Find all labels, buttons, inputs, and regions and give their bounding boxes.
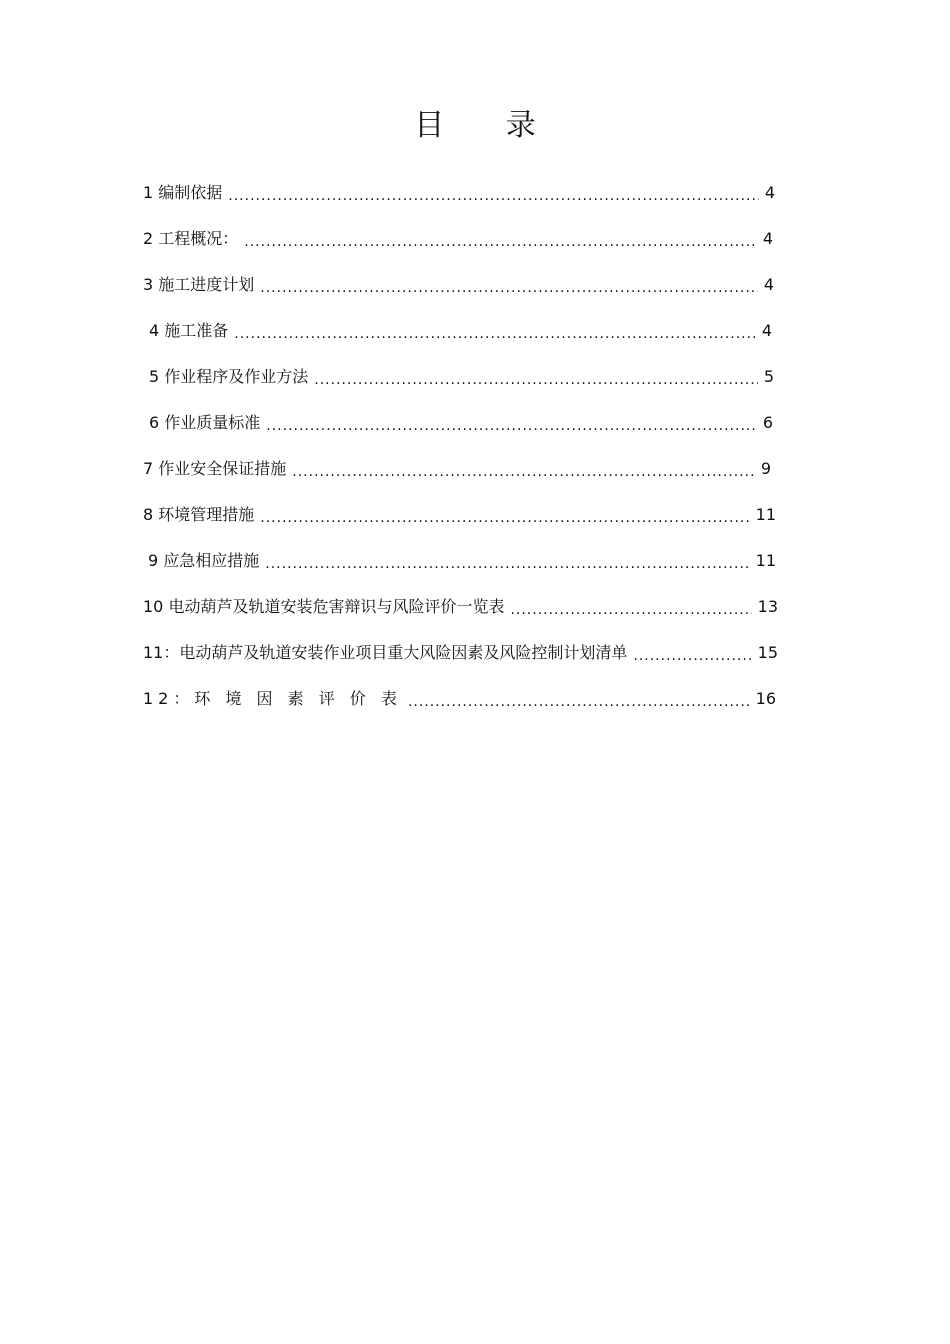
toc-entry[interactable] — [143, 226, 773, 252]
toc-entry-page: 5 — [763, 367, 774, 386]
toc-entry-page: 11 — [755, 505, 776, 524]
toc-entry[interactable] — [143, 686, 776, 712]
toc-leader-dots — [228, 180, 759, 206]
toc-entry-label: 5 作业程序及作业方法 — [149, 367, 309, 386]
toc-entry-label: 11：电动葫芦及轨道安装作业项目重大风险因素及风险控制计划清单 — [143, 643, 628, 662]
page-title: 目 录 — [414, 108, 562, 143]
toc-entry-page: 4 — [762, 229, 773, 248]
toc-entry-page: 11 — [755, 551, 776, 570]
toc-entry[interactable] — [143, 594, 778, 620]
toc-leader-dots — [260, 502, 749, 528]
toc-entry-label: 2 工程概况： — [143, 229, 239, 248]
toc-entry-label: 3 施工进度计划 — [143, 275, 255, 294]
toc-entry[interactable] — [149, 364, 774, 390]
toc-entry-label: 1 编制依据 — [143, 183, 223, 202]
toc-entry-label: 4 施工准备 — [149, 321, 229, 340]
toc-entry-page: 4 — [764, 183, 775, 202]
toc-entry-page: 16 — [755, 689, 776, 708]
toc-leader-dots — [314, 364, 758, 390]
toc-entry-label: 7 作业安全保证措施 — [143, 459, 287, 478]
toc-entry-page: 15 — [757, 643, 778, 662]
toc-entry-label: 10 电动葫芦及轨道安装危害辩识与风险评价一览表 — [143, 597, 505, 616]
toc-leader-dots — [633, 640, 751, 666]
toc-leader-dots — [408, 686, 750, 712]
table-of-contents — [0, 180, 950, 740]
toc-entry[interactable] — [149, 318, 772, 344]
toc-entry[interactable] — [143, 456, 771, 482]
toc-leader-dots — [292, 456, 755, 482]
toc-entry-page: 4 — [763, 275, 774, 294]
toc-leader-dots — [265, 548, 749, 574]
toc-leader-dots — [244, 226, 757, 252]
toc-entry[interactable] — [143, 640, 778, 666]
toc-entry-page: 4 — [761, 321, 772, 340]
toc-entry-label: 6 作业质量标准 — [149, 413, 261, 432]
toc-entry[interactable] — [143, 502, 776, 528]
toc-leader-dots — [234, 318, 756, 344]
toc-entry[interactable] — [148, 548, 776, 574]
toc-entry-page: 6 — [762, 413, 773, 432]
toc-leader-dots — [266, 410, 757, 436]
toc-leader-dots — [260, 272, 758, 298]
toc-leader-dots — [510, 594, 751, 620]
toc-entry[interactable] — [143, 272, 774, 298]
toc-entry[interactable] — [149, 410, 773, 436]
toc-entry-label: 8 环境管理措施 — [143, 505, 255, 524]
toc-entry[interactable] — [143, 180, 775, 206]
toc-entry-page: 13 — [757, 597, 778, 616]
toc-entry-label: 12：环 境 因 素 评 价 表 — [143, 689, 402, 708]
toc-entry-page: 9 — [760, 459, 771, 478]
toc-entry-label: 9 应急相应措施 — [148, 551, 260, 570]
